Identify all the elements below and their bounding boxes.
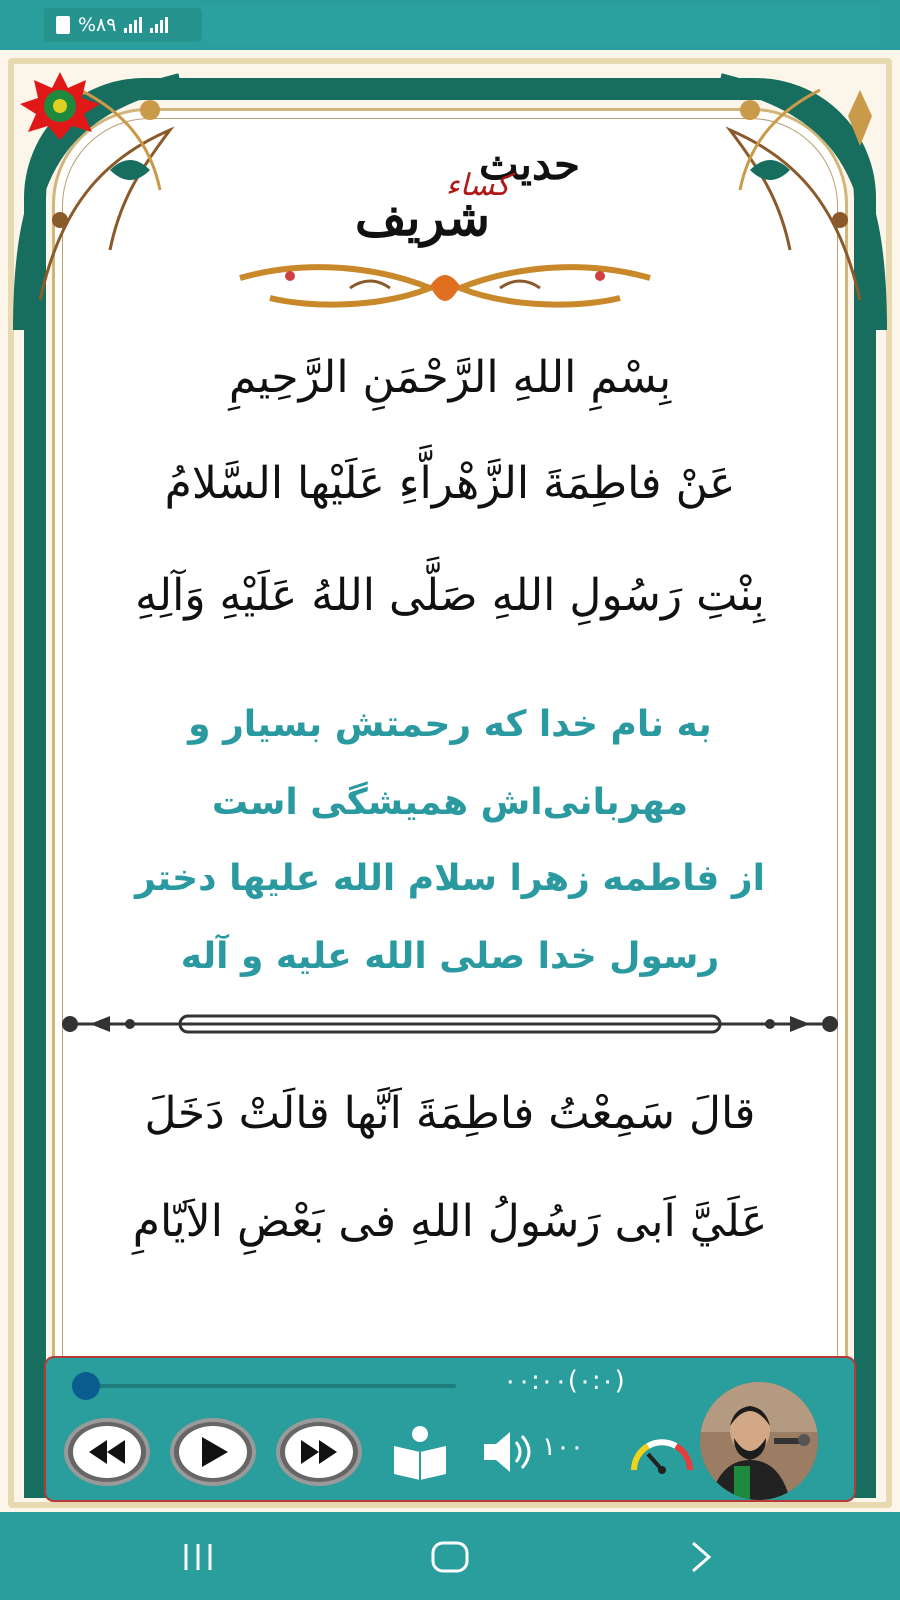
battery-level: %۸۹ (78, 14, 117, 36)
seek-bar[interactable] (86, 1384, 456, 1388)
ornamental-divider-icon (60, 1004, 840, 1044)
rewind-button[interactable] (64, 1418, 150, 1486)
playback-time: ۰۰:۰۰(۰:۰) (503, 1366, 625, 1396)
home-button[interactable] (420, 1532, 480, 1582)
corner-ornament-right-icon (680, 50, 900, 350)
arabic-text-line-2: بِنْتِ رَسُولِ اللهِ صَلَّى اللهُ عَلَيْهِ وَآلِهِ (135, 570, 765, 621)
status-indicators (44, 8, 202, 42)
reading-book-icon[interactable] (390, 1424, 450, 1480)
bismillah-text: بِسْمِ اللهِ الرَّحْمَنِ الرَّحِیمِ (228, 352, 672, 403)
battery-icon (56, 16, 70, 34)
seek-bar-thumb[interactable] (72, 1372, 100, 1400)
audio-player (44, 1356, 856, 1502)
status-bar (0, 0, 900, 50)
system-navigation-bar (0, 1512, 900, 1600)
title-main: حدیث (479, 140, 580, 189)
persian-translation-line-3: از فاطمه زهرا سلام الله علیها دختر (135, 858, 765, 899)
fast-forward-icon (299, 1438, 339, 1466)
fast-forward-button[interactable] (276, 1418, 362, 1486)
arabic-text-line-4: عَلَيَّ اَبى رَسُولُ اللهِ فى بَعْضِ الاَيّامِ (132, 1196, 768, 1247)
reciter-avatar-image (700, 1382, 818, 1500)
title-ornament-icon (230, 258, 660, 318)
home-icon (430, 1540, 470, 1574)
volume-level: ۱۰۰ (542, 1432, 584, 1462)
arabic-text-line-3: قالَ سَمِعْتُ فاطِمَةَ اَنَّها قالَتْ دَخَلَ (144, 1088, 756, 1139)
status-bar-strip (200, 6, 880, 44)
signal-icon-2 (150, 17, 168, 33)
speedometer-icon[interactable] (626, 1430, 698, 1474)
persian-translation-line-1: به نام خدا که رحمتش بسیار و (188, 704, 712, 745)
play-button[interactable] (170, 1418, 256, 1486)
signal-icon (124, 17, 142, 33)
settings-gear-icon[interactable] (18, 70, 102, 140)
reciter-avatar (700, 1382, 818, 1500)
persian-translation-line-4: رسول خدا صلی الله علیه و آله (180, 936, 720, 977)
play-icon (196, 1435, 230, 1469)
back-button[interactable] (670, 1532, 730, 1582)
recent-apps-icon (178, 1542, 218, 1572)
page-title (290, 140, 620, 260)
rewind-icon (87, 1438, 127, 1466)
back-icon (685, 1540, 715, 1574)
persian-translation-line-2: مهربانی‌اش همیشگی است (211, 782, 689, 823)
speaker-icon[interactable] (482, 1428, 536, 1476)
arabic-text-line-1: عَنْ فاطِمَةَ الزَّهْراَّءِ عَلَيْها السَّلامُ (164, 458, 736, 509)
title-sub: شریف (354, 188, 490, 247)
recent-apps-button[interactable] (168, 1532, 228, 1582)
title-accent: کساء (445, 168, 510, 203)
